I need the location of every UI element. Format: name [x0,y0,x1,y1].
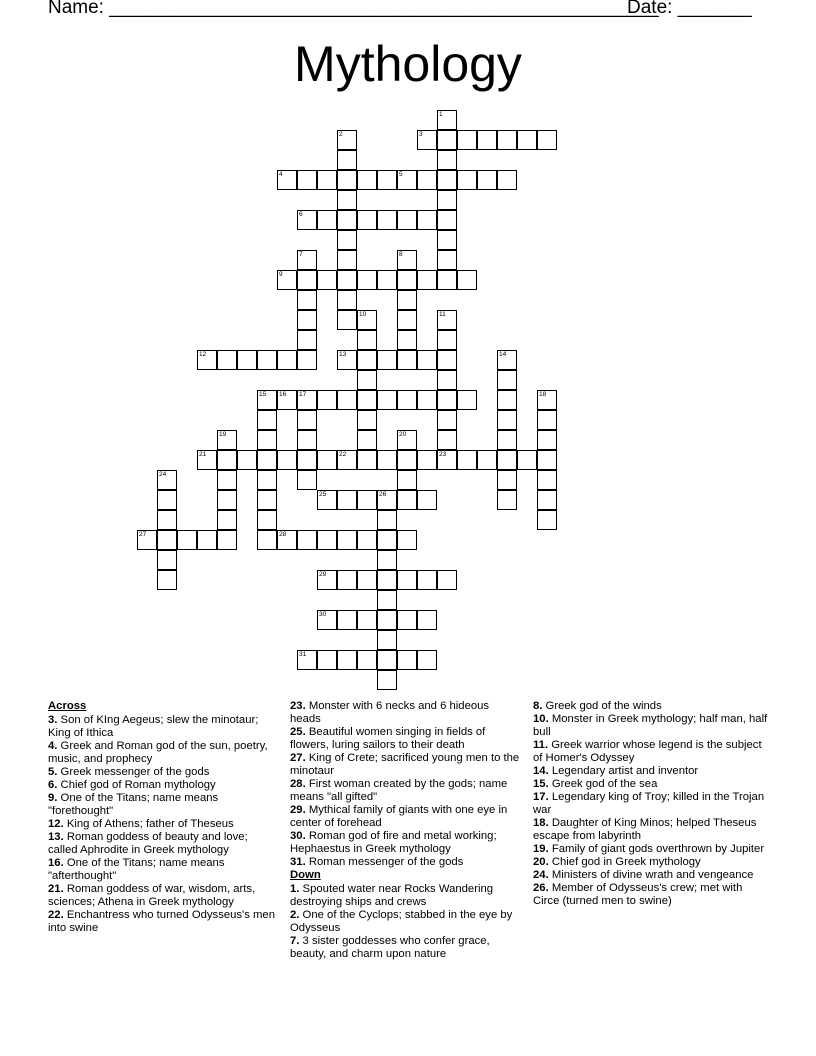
grid-cell[interactable] [437,190,457,210]
grid-cell[interactable] [397,270,417,290]
grid-cell[interactable] [357,350,377,370]
grid-cell[interactable] [297,270,317,290]
clue-text: Monster in Greek mythology; half man, half bull [533,713,768,738]
grid-cell[interactable] [377,510,397,530]
clue-text: Greek and Roman god of the sun, poetry, music, and prophecy [48,740,268,765]
grid-cell[interactable] [477,450,497,470]
grid-cell[interactable] [297,310,317,330]
clue-text: Chief god in Greek mythology [548,856,701,868]
clue-number-label: 20. [533,856,549,868]
grid-cell[interactable] [417,270,437,290]
grid-cell[interactable] [337,650,357,670]
grid-cell[interactable] [437,250,457,270]
clue-number: 28 [279,531,287,538]
grid-cell[interactable] [297,450,317,470]
grid-cell[interactable] [457,390,477,410]
grid-cell[interactable] [497,170,517,190]
across-clue [290,726,520,752]
grid-cell[interactable] [377,390,397,410]
grid-cell[interactable] [217,530,237,550]
clue-text: Roman messenger of the gods [305,856,464,868]
clue-number: 20 [399,431,407,438]
clue-number: 1 [439,111,443,118]
grid-cell[interactable] [437,430,457,450]
clue-number-label: 8. [533,700,543,712]
grid-cell[interactable] [377,590,397,610]
grid-cell[interactable] [297,350,317,370]
across-clue [290,752,520,778]
clue-number-label: 15. [533,778,549,790]
clue-number-label: 27. [290,752,306,764]
across-clue [290,700,520,726]
grid-cell[interactable] [437,390,457,410]
grid-cell[interactable] [437,210,457,230]
clue-number: 5 [399,171,403,178]
grid-cell[interactable] [457,170,477,190]
clue-text: First woman created by the gods; name means "all gifted" [290,778,508,803]
clue-number: 21 [199,451,207,458]
clue-number-label: 11. [533,739,549,751]
clue-text: Greek messenger of the gods [57,766,210,778]
grid-cell[interactable] [477,170,497,190]
down-clue [533,700,768,713]
clue-number: 8 [399,251,403,258]
clue-number-label: 10. [533,713,549,725]
grid-cell[interactable] [257,410,277,430]
clue-number-label: 26. [533,882,549,894]
grid-cell[interactable] [537,450,557,470]
grid-cell[interactable] [497,490,517,510]
grid-cell[interactable] [437,570,457,590]
across-clue-list-part-1 [48,714,278,935]
across-clue [290,856,520,869]
grid-cell[interactable] [357,650,377,670]
clue-number-label: 14. [533,765,549,777]
clue-number-label: 1. [290,883,300,895]
across-clue-list-part-2 [290,700,520,869]
grid-cell[interactable] [397,310,417,330]
grid-cell[interactable] [377,630,397,650]
clue-number: 12 [199,351,207,358]
across-clue [48,909,278,935]
grid-cell[interactable] [517,130,537,150]
clue-number-label: 23. [290,700,306,712]
across-clue [290,830,520,856]
grid-cell[interactable] [437,170,457,190]
clue-number-label: 28. [290,778,306,790]
grid-cell[interactable] [157,570,177,590]
clue-number: 16 [279,391,287,398]
clue-text: Roman goddess of war, wisdom, arts, sciences; Athena in Greek mythology [48,883,256,908]
grid-cell[interactable] [317,390,337,410]
grid-cell[interactable] [537,410,557,430]
grid-cell[interactable] [317,210,337,230]
clue-column-1 [48,700,278,935]
clue-number: 3 [419,131,423,138]
grid-cell[interactable] [457,450,477,470]
down-clue-list-part-1 [290,883,520,961]
down-clue [533,817,768,843]
down-clue [290,883,520,909]
date-field-label: Date: _______ [627,0,752,18]
grid-cell[interactable] [397,210,417,230]
clue-number: 22 [339,451,347,458]
down-clue [533,791,768,817]
across-clue [48,766,278,779]
name-field-label: Name: ____________________________________________________ [48,0,659,18]
grid-cell[interactable] [357,570,377,590]
clue-text: Monster with 6 necks and 6 hideous heads [290,700,490,725]
grid-cell[interactable] [357,170,377,190]
grid-cell[interactable] [437,330,457,350]
grid-cell[interactable] [377,210,397,230]
down-clue [533,713,768,739]
grid-cell[interactable] [317,270,337,290]
grid-cell[interactable] [277,350,297,370]
clue-number-label: 13. [48,831,64,843]
grid-cell[interactable] [377,350,397,370]
grid-cell[interactable] [337,270,357,290]
across-clue [48,857,278,883]
down-clue [533,765,768,778]
grid-cell[interactable] [417,450,437,470]
grid-cell[interactable] [417,170,437,190]
grid-cell[interactable] [177,530,197,550]
grid-cell[interactable] [337,390,357,410]
grid-cell[interactable] [497,370,517,390]
grid-cell[interactable] [437,230,457,250]
down-clue [290,935,520,961]
grid-cell[interactable] [337,190,357,210]
clue-number: 17 [299,391,307,398]
grid-cell[interactable] [237,350,257,370]
grid-cell[interactable] [317,170,337,190]
grid-cell[interactable] [437,130,457,150]
clue-text: 3 sister goddesses who confer grace, beauty, and charm upon nature [290,935,490,960]
grid-cell[interactable] [217,470,237,490]
grid-cell[interactable] [357,330,377,350]
across-clue [48,818,278,831]
grid-cell[interactable] [417,570,437,590]
grid-cell[interactable] [417,210,437,230]
grid-cell[interactable] [157,490,177,510]
grid-cell[interactable] [317,530,337,550]
clue-number-label: 19. [533,843,549,855]
clue-number: 2 [339,131,343,138]
clue-number: 7 [299,251,303,258]
clue-number-label: 25. [290,726,306,738]
grid-cell[interactable] [397,350,417,370]
clue-text: Mythical family of giants with one eye in center of forehead [290,804,508,829]
grid-cell[interactable] [457,270,477,290]
clue-number-label: 3. [48,714,58,726]
clue-text: Spouted water near Rocks Wandering destroying ships and crews [290,883,494,908]
clue-number: 29 [319,571,327,578]
grid-cell[interactable] [497,450,517,470]
clue-text: Roman god of fire and metal working; Hephaestus in Greek mythology [290,830,497,855]
grid-cell[interactable] [297,290,317,310]
clue-number: 26 [379,491,387,498]
grid-cell[interactable] [217,510,237,530]
grid-cell[interactable] [377,570,397,590]
clue-number: 19 [219,431,227,438]
grid-cell[interactable] [297,410,317,430]
clue-number-label: 6. [48,779,58,791]
grid-cell[interactable] [397,290,417,310]
clue-number-label: 31. [290,856,306,868]
grid-cell[interactable] [377,670,397,690]
clue-text: Beautiful women singing in fields of flowers, luring sailors to their death [290,726,486,751]
clue-text: Ministers of divine wrath and vengeance [548,869,754,881]
grid-cell[interactable] [257,510,277,530]
grid-cell[interactable] [337,310,357,330]
clue-number: 9 [279,271,283,278]
grid-cell[interactable] [477,130,497,150]
grid-cell[interactable] [277,450,297,470]
across-clue [48,714,278,740]
across-clue [48,792,278,818]
grid-cell[interactable] [337,530,357,550]
grid-cell[interactable] [497,130,517,150]
grid-cell[interactable] [437,150,457,170]
clue-number: 15 [259,391,267,398]
clue-number: 11 [439,311,446,318]
grid-cell[interactable] [497,410,517,430]
grid-cell[interactable] [297,430,317,450]
grid-cell[interactable] [337,210,357,230]
down-clue-list-part-2 [533,700,768,908]
grid-cell[interactable] [337,250,357,270]
clue-number-label: 9. [48,792,58,804]
grid-cell[interactable] [337,490,357,510]
grid-cell[interactable] [377,170,397,190]
clue-number-label: 22. [48,909,64,921]
clue-number: 6 [299,211,303,218]
clue-number-label: 2. [290,909,300,921]
grid-cell[interactable] [357,370,377,390]
clue-text: Legendary king of Troy; killed in the Trojan war [533,791,765,816]
grid-cell[interactable] [217,350,237,370]
grid-cell[interactable] [337,230,357,250]
grid-cell[interactable] [337,170,357,190]
clue-text: Greek warrior whose legend is the subject of Homer's Odyssey [533,739,762,764]
clue-number: 25 [319,491,327,498]
grid-cell[interactable] [397,530,417,550]
clue-text: King of Athens; father of Theseus [63,818,234,830]
clue-number: 24 [159,471,167,478]
grid-cell[interactable] [377,270,397,290]
down-clue [533,843,768,856]
grid-cell[interactable] [337,290,357,310]
clue-text: Greek god of the winds [542,700,662,712]
grid-cell[interactable] [257,350,277,370]
grid-cell[interactable] [357,490,377,510]
grid-cell[interactable] [397,650,417,670]
page-title: Mythology [294,36,522,92]
clue-text: Family of giant gods overthrown by Jupiter [548,843,765,855]
grid-cell[interactable] [497,390,517,410]
clue-number: 13 [339,351,347,358]
clue-number-label: 4. [48,740,58,752]
grid-cell[interactable] [157,530,177,550]
grid-cell[interactable] [257,530,277,550]
down-heading: Down [290,869,321,881]
clue-number-label: 12. [48,818,64,830]
grid-cell[interactable] [157,550,177,570]
clue-number-label: 7. [290,935,300,947]
grid-cell[interactable] [357,430,377,450]
grid-cell[interactable] [417,490,437,510]
clue-column-2 [290,700,520,961]
down-clue [533,882,768,908]
clue-text: Enchantress who turned Odysseus's men into swine [48,909,275,934]
grid-cell[interactable] [537,430,557,450]
grid-cell[interactable] [257,450,277,470]
grid-cell[interactable] [537,490,557,510]
clue-number-label: 5. [48,766,58,778]
grid-cell[interactable] [237,450,257,470]
grid-cell[interactable] [357,450,377,470]
clue-text: One of the Cyclops; stabbed in the eye by Odysseus [290,909,513,934]
grid-cell[interactable] [517,450,537,470]
down-clue [533,739,768,765]
clue-number-label: 21. [48,883,64,895]
grid-cell[interactable] [317,650,337,670]
grid-cell[interactable] [317,450,337,470]
clue-text: One of the Titans; name means "afterthought" [48,857,225,882]
grid-cell[interactable] [497,470,517,490]
clue-text: Chief god of Roman mythology [57,779,216,791]
grid-cell[interactable] [257,490,277,510]
grid-cell[interactable] [217,490,237,510]
clue-number-label: 30. [290,830,306,842]
across-clue [48,740,278,766]
grid-cell[interactable] [537,130,557,150]
grid-cell[interactable] [497,430,517,450]
grid-cell[interactable] [377,550,397,570]
clue-number: 10 [359,311,367,318]
grid-cell[interactable] [417,390,437,410]
grid-cell[interactable] [437,410,457,430]
clue-number-label: 24. [533,869,549,881]
grid-cell[interactable] [217,450,237,470]
grid-cell[interactable] [337,150,357,170]
grid-cell[interactable] [357,410,377,430]
down-clue [533,856,768,869]
grid-cell[interactable] [337,570,357,590]
across-heading: Across [48,700,87,712]
clue-number-label: 29. [290,804,306,816]
clue-column-3 [533,700,768,908]
grid-cell[interactable] [357,610,377,630]
clue-text: Son of KIng Aegeus; slew the minotaur; King of Ithica [48,714,259,739]
clue-number: 4 [279,171,283,178]
grid-cell[interactable] [297,470,317,490]
across-clue [48,779,278,792]
across-clue [290,778,520,804]
clue-text: Daughter of King Minos; helped Theseus escape from labyrinth [533,817,757,842]
grid-cell[interactable] [437,350,457,370]
clue-number: 27 [139,531,147,538]
grid-cell[interactable] [397,490,417,510]
clue-number-label: 18. [533,817,549,829]
grid-cell[interactable] [377,530,397,550]
clue-text: King of Crete; sacrificed young men to the minotaur [290,752,520,777]
grid-cell[interactable] [417,350,437,370]
grid-cell[interactable] [397,610,417,630]
grid-cell[interactable] [417,650,437,670]
grid-cell[interactable] [397,470,417,490]
across-clue [48,831,278,857]
grid-cell[interactable] [377,450,397,470]
down-clue [290,909,520,935]
grid-cell[interactable] [297,170,317,190]
down-clue [533,869,768,882]
grid-cell[interactable] [397,450,417,470]
grid-cell[interactable] [417,610,437,630]
clue-number-label: 17. [533,791,549,803]
grid-cell[interactable] [357,210,377,230]
down-clue [533,778,768,791]
clue-number: 31 [299,651,307,658]
grid-cell[interactable] [397,330,417,350]
across-clue [48,883,278,909]
grid-cell[interactable] [297,330,317,350]
clue-text: Member of Odysseus's crew; met with Circe (turned men to swine) [533,882,743,907]
grid-cell[interactable] [357,270,377,290]
grid-cell[interactable] [297,530,317,550]
clue-number: 23 [439,451,447,458]
grid-cell[interactable] [337,610,357,630]
grid-cell[interactable] [397,570,417,590]
grid-cell[interactable] [197,530,217,550]
clue-text: Roman goddess of beauty and love; called Aphrodite in Greek mythology [48,831,248,856]
clue-number: 18 [539,391,547,398]
across-clue [290,804,520,830]
clue-number: 30 [319,611,327,618]
grid-cell[interactable] [537,470,557,490]
grid-cell[interactable] [397,390,417,410]
grid-cell[interactable] [437,370,457,390]
grid-cell[interactable] [257,430,277,450]
grid-cell[interactable] [157,510,177,530]
clue-text: Greek god of the sea [548,778,658,790]
grid-cell[interactable] [437,270,457,290]
clue-text: Legendary artist and inventor [548,765,699,777]
clue-number-label: 16. [48,857,64,869]
grid-cell[interactable] [377,650,397,670]
grid-cell[interactable] [357,530,377,550]
grid-cell[interactable] [357,390,377,410]
grid-cell[interactable] [377,610,397,630]
grid-cell[interactable] [537,510,557,530]
clue-text: One of the Titans; name means "forethought" [48,792,219,817]
grid-cell[interactable] [257,470,277,490]
grid-cell[interactable] [457,130,477,150]
clue-number: 14 [499,351,507,358]
